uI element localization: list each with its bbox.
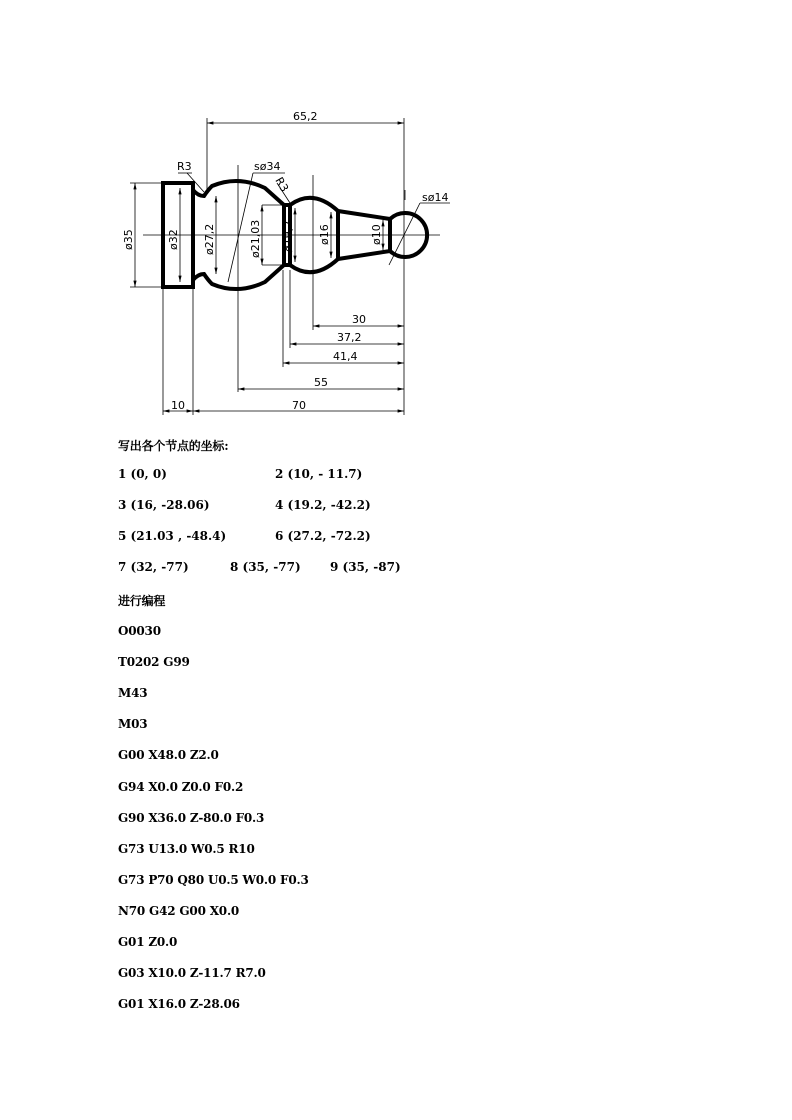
dim-r3-left: R3	[177, 160, 192, 173]
program-line: M03	[118, 717, 148, 732]
program-line: G01 Z0.0	[118, 935, 178, 949]
program-line: G03 X10.0 Z-11.7 R7.0	[118, 966, 266, 981]
dim-dia-27-2: ø27,2	[203, 223, 216, 255]
program-line: O0030	[118, 624, 161, 638]
dim-len-37-2: 37,2	[337, 331, 362, 344]
point-1: 1 (0, 0)	[118, 467, 167, 481]
dim-len-55: 55	[314, 376, 328, 389]
dim-len-70: 70	[292, 399, 306, 412]
dim-sphere-14: sø14	[422, 191, 449, 204]
point-9: 9 (35, -87)	[330, 560, 401, 574]
program-line: G73 U13.0 W0.5 R10	[118, 841, 255, 856]
program-heading: 进行编程	[118, 594, 166, 608]
dim-dia-21-03: ø21,03	[249, 219, 262, 258]
dim-dia-35: ø35	[122, 229, 135, 250]
dim-65-2: 65,2	[293, 110, 318, 123]
point-8: 8 (35, -77)	[230, 560, 301, 574]
point-5: 5 (21.03 , -48.4)	[118, 529, 227, 543]
dim-dia-10: ø10	[370, 224, 383, 245]
dim-len-30: 30	[352, 313, 366, 326]
dim-dia-19-2: ø19,2	[282, 220, 295, 252]
part-drawing	[0, 0, 792, 430]
dim-len-10: 10	[171, 399, 185, 412]
program-line: T0202 G99	[118, 655, 190, 670]
dim-r3-mid: R3	[272, 175, 291, 195]
point-2: 2 (10, - 11.7)	[275, 467, 363, 481]
program-line: G00 X48.0 Z2.0	[118, 748, 219, 763]
dim-dia-16: ø16	[318, 224, 331, 245]
program-line: G01 X16.0 Z-28.06	[118, 997, 240, 1012]
program-line: N70 G42 G00 X0.0	[118, 903, 240, 918]
point-7: 7 (32, -77)	[118, 560, 189, 574]
dim-dia-32: ø32	[167, 229, 180, 250]
program-line: G94 X0.0 Z0.0 F0.2	[118, 779, 244, 794]
program-line: M43	[118, 686, 148, 701]
coords-heading: 写出各个节点的坐标:	[118, 439, 229, 453]
point-3: 3 (16, -28.06)	[118, 498, 210, 512]
point-4: 4 (19.2, -42.2)	[275, 498, 371, 512]
program-line: G90 X36.0 Z-80.0 F0.3	[118, 810, 265, 825]
program-line: G73 P70 Q80 U0.5 W0.0 F0.3	[118, 872, 309, 887]
point-6: 6 (27.2, -72.2)	[275, 529, 371, 543]
dim-sphere-34: sø34	[254, 160, 281, 173]
dim-len-41-4: 41,4	[333, 350, 358, 363]
